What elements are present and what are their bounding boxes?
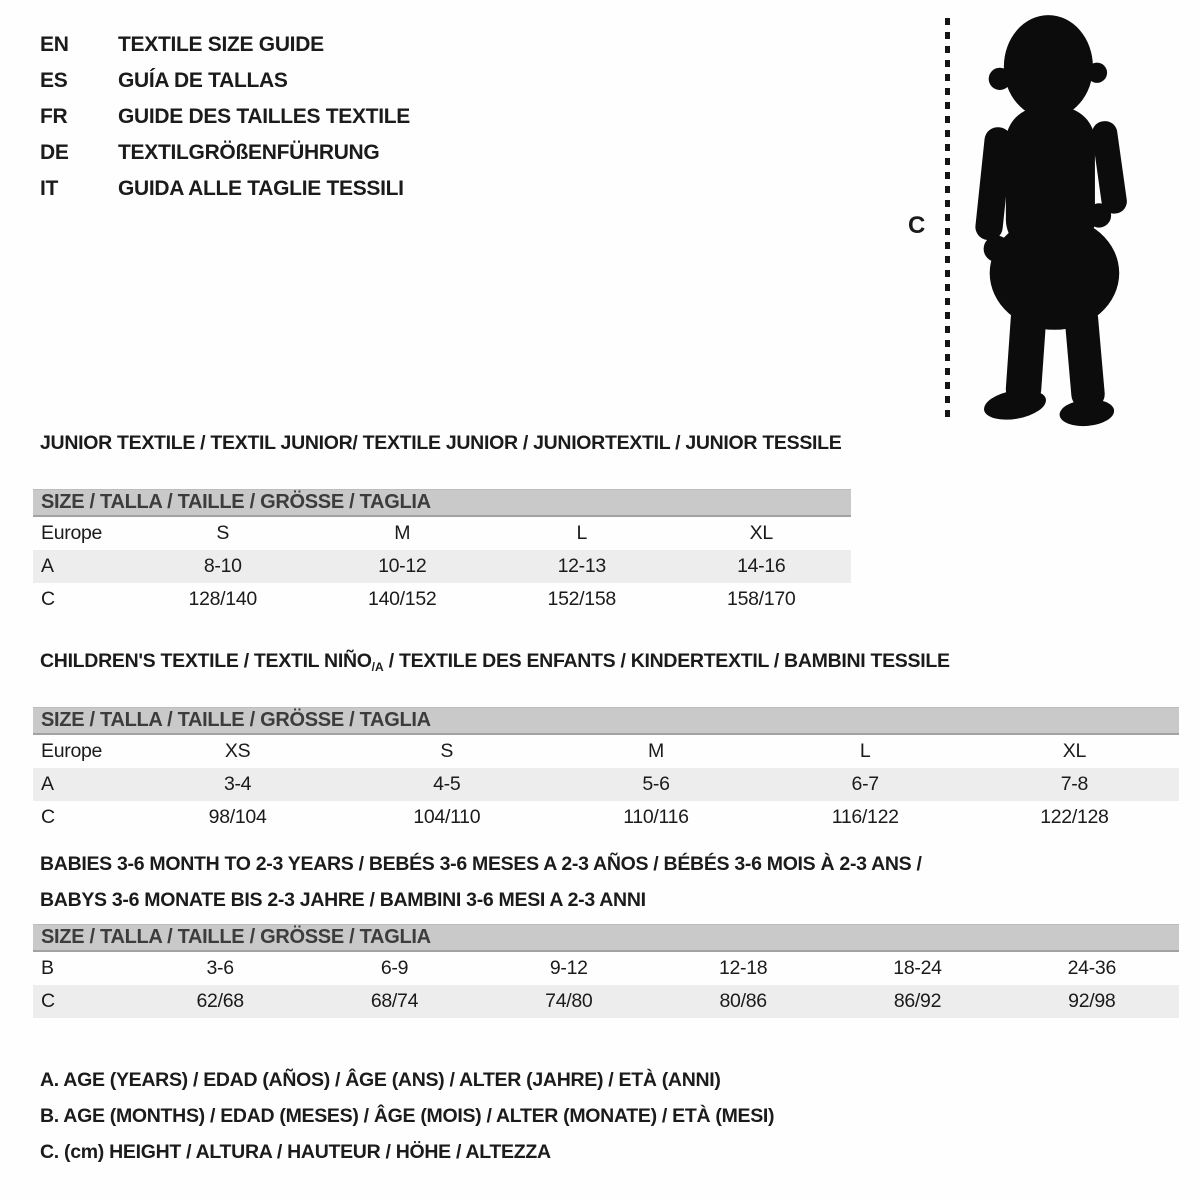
size-cell: 98/104	[208, 806, 267, 828]
table-row	[33, 952, 1179, 985]
language-title: GUIDA ALLE TAGLIE TESSILI	[118, 177, 404, 200]
language-row	[40, 99, 410, 135]
row-label: B	[41, 957, 54, 979]
size-cell: 3-4	[223, 773, 252, 795]
language-title: GUIDE DES TAILLES TEXTILE	[118, 105, 410, 128]
title-text: /A	[371, 660, 384, 674]
size-cell: 6-7	[851, 773, 879, 795]
size-cell: 122/128	[1040, 806, 1109, 828]
row-label: C	[41, 588, 55, 610]
language-code: IT	[40, 177, 59, 200]
size-cell: XL	[1062, 740, 1087, 762]
title-text: JUNIOR TEXTILE / TEXTIL JUNIOR/ TEXTILE JUNIOR / JUNIORTEXTIL / JUNIOR TESSILE	[40, 432, 842, 454]
size-cell: 128/140	[188, 588, 257, 610]
size-cell: 4-5	[433, 773, 461, 795]
language-title-list	[40, 27, 410, 207]
size-cell: 18-24	[893, 957, 942, 979]
size-cell: L	[576, 522, 588, 544]
size-cell: 140/152	[368, 588, 437, 610]
language-row	[40, 63, 410, 99]
junior-textile-table	[33, 489, 851, 616]
size-cell: 3-6	[206, 957, 234, 979]
size-cell: S	[440, 740, 454, 762]
size-cell: 24-36	[1067, 957, 1116, 979]
junior-textile-title	[40, 425, 851, 461]
row-label: C	[41, 990, 55, 1012]
section-title-line	[40, 425, 851, 461]
language-code: EN	[40, 33, 69, 56]
legend-line: C. (cm) HEIGHT / ALTURA / HAUTEUR / HÖHE / ALTEZZA	[40, 1141, 551, 1163]
section-title-line	[40, 882, 1179, 918]
size-cell: 12-13	[557, 555, 606, 577]
language-row	[40, 135, 410, 171]
language-row	[40, 171, 410, 207]
size-cell: 116/122	[831, 806, 899, 828]
size-cell: 5-6	[642, 773, 670, 795]
title-text: BABYS 3-6 MONATE BIS 2-3 JAHRE / BAMBINI 3-6 MESI A 2-3 ANNI	[40, 889, 646, 911]
language-title: TEXTILGRÖßENFÜHRUNG	[118, 141, 380, 164]
table-row	[33, 583, 851, 616]
size-header-bar: SIZE / TALLA / TAILLE / GRÖSSE / TAGLIA	[33, 707, 1179, 735]
table-row	[33, 517, 851, 550]
baby-silhouette-icon	[968, 8, 1148, 433]
size-cell: M	[394, 522, 411, 544]
language-code: ES	[40, 69, 68, 92]
size-cell: 10-12	[378, 555, 427, 577]
size-cell: S	[216, 522, 230, 544]
size-cell: 110/116	[623, 806, 689, 828]
size-cell: 68/74	[370, 990, 419, 1012]
language-title: GUÍA DE TALLAS	[118, 69, 288, 92]
size-cell: 80/86	[719, 990, 767, 1012]
size-cell: 152/158	[547, 588, 616, 610]
size-cell: 14-16	[737, 555, 786, 577]
height-measure-dashed-line	[945, 18, 950, 418]
table-row	[33, 801, 1179, 834]
size-cell: 104/110	[413, 806, 481, 828]
section-title-line	[40, 643, 1179, 685]
table-row	[33, 735, 1179, 768]
table-row	[33, 550, 851, 583]
section-junior-textile	[33, 425, 851, 616]
language-title: TEXTILE SIZE GUIDE	[118, 33, 324, 56]
height-measure-label: C	[908, 212, 926, 239]
size-cell: 9-12	[549, 957, 588, 979]
section-title-line	[40, 846, 1179, 882]
size-header-bar: SIZE / TALLA / TAILLE / GRÖSSE / TAGLIA	[33, 489, 851, 517]
childrens-textile-title	[40, 643, 1179, 685]
row-label: Europe	[41, 522, 103, 544]
language-code: DE	[40, 141, 69, 164]
size-cell: 6-9	[380, 957, 409, 979]
babies-textile-title	[40, 846, 1179, 918]
size-cell: 86/92	[893, 990, 942, 1012]
legend-line: B. AGE (MONTHS) / EDAD (MESES) / ÂGE (MOIS) / ALTER (MONATE) / ETÀ (MESI)	[40, 1105, 775, 1127]
row-label: C	[41, 806, 55, 828]
row-label: Europe	[41, 740, 103, 762]
section-childrens-textile	[33, 643, 1179, 834]
size-header-bar: SIZE / TALLA / TAILLE / GRÖSSE / TAGLIA	[33, 924, 1179, 952]
size-cell: 12-18	[718, 957, 768, 979]
size-cell: 62/68	[196, 990, 244, 1012]
childrens-textile-table	[33, 707, 1179, 834]
size-cell: 158/170	[727, 588, 796, 610]
row-label: A	[41, 773, 54, 795]
section-babies-textile	[33, 846, 1179, 1018]
size-cell: 8-10	[203, 555, 242, 577]
title-text: CHILDREN'S TEXTILE / TEXTIL NIÑO	[40, 650, 372, 672]
size-cell: XL	[749, 522, 773, 544]
babies-textile-table	[33, 924, 1179, 1018]
language-code: FR	[40, 105, 68, 128]
legend-line: A. AGE (YEARS) / EDAD (AÑOS) / ÂGE (ANS) / ALTER (JAHRE) / ETÀ (ANNI)	[40, 1069, 721, 1091]
language-row	[40, 27, 410, 63]
size-cell: 74/80	[545, 990, 593, 1012]
size-cell: 92/98	[1068, 990, 1116, 1012]
size-cell: M	[648, 740, 664, 762]
measurement-legend	[40, 1062, 774, 1170]
size-cell: 7-8	[1060, 773, 1089, 795]
title-text: BABIES 3-6 MONTH TO 2-3 YEARS / BEBÉS 3-6 MESES A 2-3 AÑOS / BÉBÉS 3-6 MOIS À 2-3 ANS /	[40, 853, 922, 875]
table-row	[33, 768, 1179, 801]
row-label: A	[41, 555, 54, 577]
size-cell: L	[859, 740, 871, 762]
title-text: / TEXTILE DES ENFANTS / KINDERTEXTIL / BAMBINI TESSILE	[383, 650, 950, 672]
table-row	[33, 985, 1179, 1018]
size-cell: XS	[224, 740, 251, 762]
